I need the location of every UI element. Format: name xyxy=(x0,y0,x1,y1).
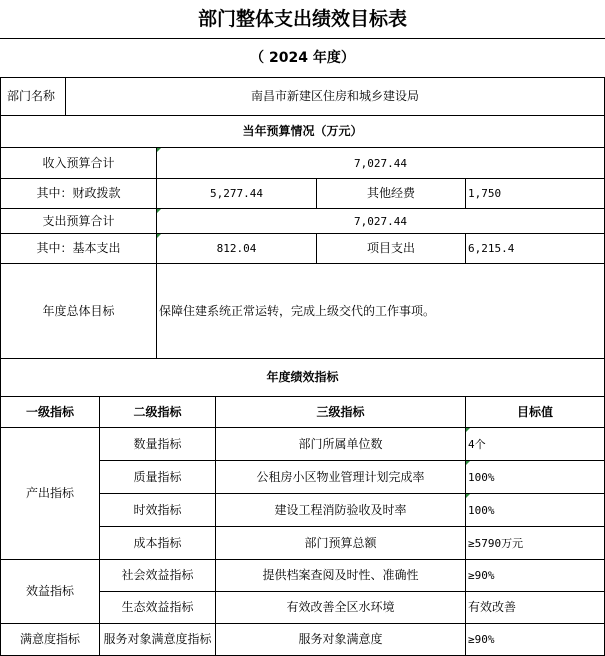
income-total-label: 收入预算合计 xyxy=(42,155,115,170)
goal-label: 年度总体目标 xyxy=(42,303,115,318)
year-label: （ 2024 年度） xyxy=(250,49,355,66)
expense-total-value: 7,027.44 xyxy=(354,214,407,228)
level2-cell: 生态效益指标 xyxy=(121,600,194,614)
level3-cell: 提供档案查阅及时性、准确性 xyxy=(262,568,419,582)
level3-cell: 有效改善全区水环境 xyxy=(286,600,395,614)
page-title: 部门整体支出绩效目标表 xyxy=(197,7,407,30)
goal-text: 保障住建系统正常运转，完成上级交代的工作事项。 xyxy=(159,303,436,318)
expense-total-label: 支出预算合计 xyxy=(42,213,115,228)
level1-satisfaction: 满意度指标 xyxy=(19,632,80,646)
header-level1: 一级指标 xyxy=(25,404,74,419)
income-total-value: 7,027.44 xyxy=(354,156,407,170)
fiscal-label: 其中：财政拨款 xyxy=(36,186,121,200)
level2-cell: 数量指标 xyxy=(133,436,182,451)
project-label: 项目支出 xyxy=(366,241,415,255)
target-cell: ≥5790万元 xyxy=(468,536,524,550)
target-cell: 100% xyxy=(468,470,495,484)
level1-output: 产出指标 xyxy=(25,486,74,500)
level2-cell: 成本指标 xyxy=(133,535,182,550)
header-level3: 三级指标 xyxy=(316,404,365,419)
target-cell: 4个 xyxy=(468,437,486,451)
level1-benefit: 效益指标 xyxy=(25,584,74,598)
level2-cell: 社会效益指标 xyxy=(121,568,194,582)
level3-cell: 服务对象满意度 xyxy=(298,632,383,646)
indicators-heading: 年度绩效指标 xyxy=(266,370,339,384)
header-target: 目标值 xyxy=(516,404,553,419)
budget-heading: 当年预算情况（万元） xyxy=(242,124,363,138)
header-level2: 二级指标 xyxy=(133,404,182,419)
other-value: 1,750 xyxy=(468,187,502,200)
basic-value: 812.04 xyxy=(216,242,257,255)
level2-cell: 时效指标 xyxy=(133,502,182,517)
other-label: 其他经费 xyxy=(366,186,415,200)
level2-cell: 服务对象满意度指标 xyxy=(103,632,212,646)
dept-value: 南昌市新建区住房和城乡建设局 xyxy=(250,89,419,103)
level3-cell: 建设工程消防验收及时率 xyxy=(274,502,407,517)
level2-cell: 质量指标 xyxy=(133,469,182,484)
level3-cell: 部门所属单位数 xyxy=(298,436,383,451)
dept-label: 部门名称 xyxy=(7,89,56,103)
fiscal-value: 5,277.44 xyxy=(210,187,263,200)
basic-label: 其中：基本支出 xyxy=(36,241,121,255)
target-cell: 有效改善 xyxy=(468,600,517,614)
target-cell: ≥90% xyxy=(468,633,495,646)
level3-cell: 公租房小区物业管理计划完成率 xyxy=(256,469,425,484)
level3-cell: 部门预算总额 xyxy=(304,535,377,550)
project-value: 6,215.4 xyxy=(468,242,515,255)
target-cell: 100% xyxy=(468,503,495,517)
target-cell: ≥90% xyxy=(468,569,495,582)
